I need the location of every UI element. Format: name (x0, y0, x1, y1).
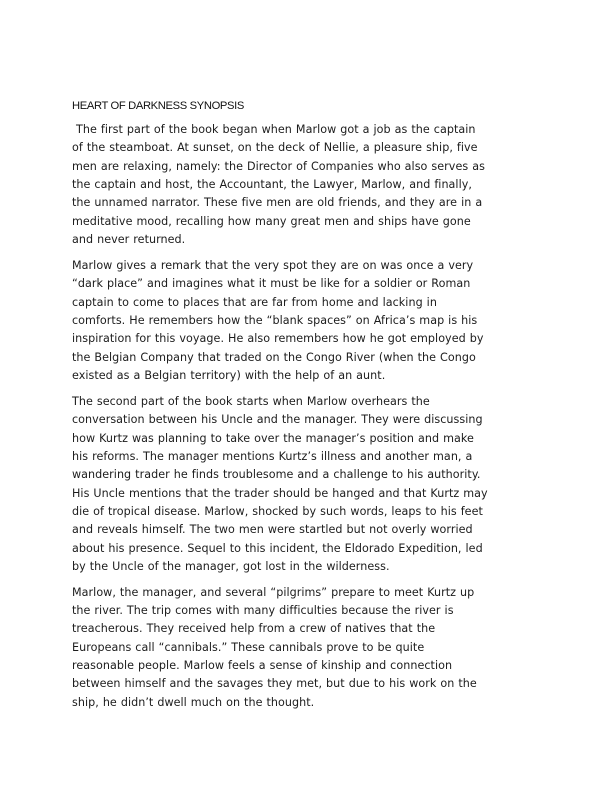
text-line: The first part of the book began when Marlow got a job as the captain (72, 123, 476, 136)
text-line: captain to come to places that are far from home and lacking in (72, 295, 437, 309)
text-line: between himself and the savages they met, but due to his work on the (72, 677, 477, 691)
text-line: Europeans call “cannibals.” These cannibals prove to be quite (72, 640, 425, 654)
text-line: treacherous. They received help from a crew of natives that the (72, 622, 436, 636)
text-line: ship, he didn’t dwell much on the thought. (72, 695, 315, 709)
document-page (72, 98, 544, 720)
text-line: wandering trader he finds troublesome and a challenge to his authority. (72, 468, 481, 482)
text-line: comforts. He remembers how the “blank spaces” on Africa’s map is his (72, 313, 478, 327)
text-line: His Uncle mentions that the trader should be hanged and that Kurtz may (72, 486, 488, 500)
text-line: “dark place” and imagines what it must be like for a soldier or Roman (72, 277, 471, 291)
text-line: existed as a Belgian territory) with the help of an aunt. (72, 368, 386, 382)
text-line: the unnamed narrator. These five men are old friends, and they are in a (72, 196, 483, 210)
text-line: the captain and host, the Accountant, the Lawyer, Marlow, and finally, (72, 178, 472, 192)
text-line: die of tropical disease. Marlow, shocked by such words, leaps to his feet (72, 504, 483, 518)
text-line: by the Uncle of the manager, got lost in the wilderness. (72, 559, 390, 573)
text-line: Marlow gives a remark that the very spot they are on was once a very (72, 258, 474, 272)
text-line: his reforms. The manager mentions Kurtz’s illness and another man, a (72, 449, 473, 463)
text-line: conversation between his Uncle and the manager. They were discussing (72, 413, 483, 427)
document-title: HEART OF DARKNESS SYNOPSIS (72, 100, 245, 112)
text-line: and never returned. (72, 233, 186, 247)
text-line: and reveals himself. The two men were startled but not overly worried (72, 523, 473, 537)
text-line: The second part of the book starts when Marlow overhears the (72, 394, 430, 408)
text-line: about his presence. Sequel to this incident, the Eldorado Expedition, led (72, 541, 483, 555)
text-line: inspiration for this voyage. He also remembers how he got employed by (72, 332, 484, 346)
paragraph-1 (72, 121, 544, 249)
paragraph-4 (72, 584, 544, 712)
text-line: of the steamboat. At sunset, on the deck of Nellie, a pleasure ship, five (72, 141, 478, 155)
text-line: Marlow, the manager, and several “pilgrims” prepare to meet Kurtz up (72, 585, 475, 599)
text-line: how Kurtz was planning to take over the manager’s position and make (72, 431, 474, 445)
text-line: the river. The trip comes with many difficulties because the river is (72, 604, 454, 618)
paragraph-3 (72, 393, 544, 576)
paragraph-2 (72, 257, 544, 385)
text-line: the Belgian Company that traded on the Congo River (when the Congo (72, 350, 476, 364)
text-line: meditative mood, recalling how many great men and ships have gone (72, 214, 471, 228)
text-line: men are relaxing, namely: the Director of Companies who also serves as (72, 159, 485, 173)
text-line: reasonable people. Marlow feels a sense of kinship and connection (72, 659, 453, 673)
